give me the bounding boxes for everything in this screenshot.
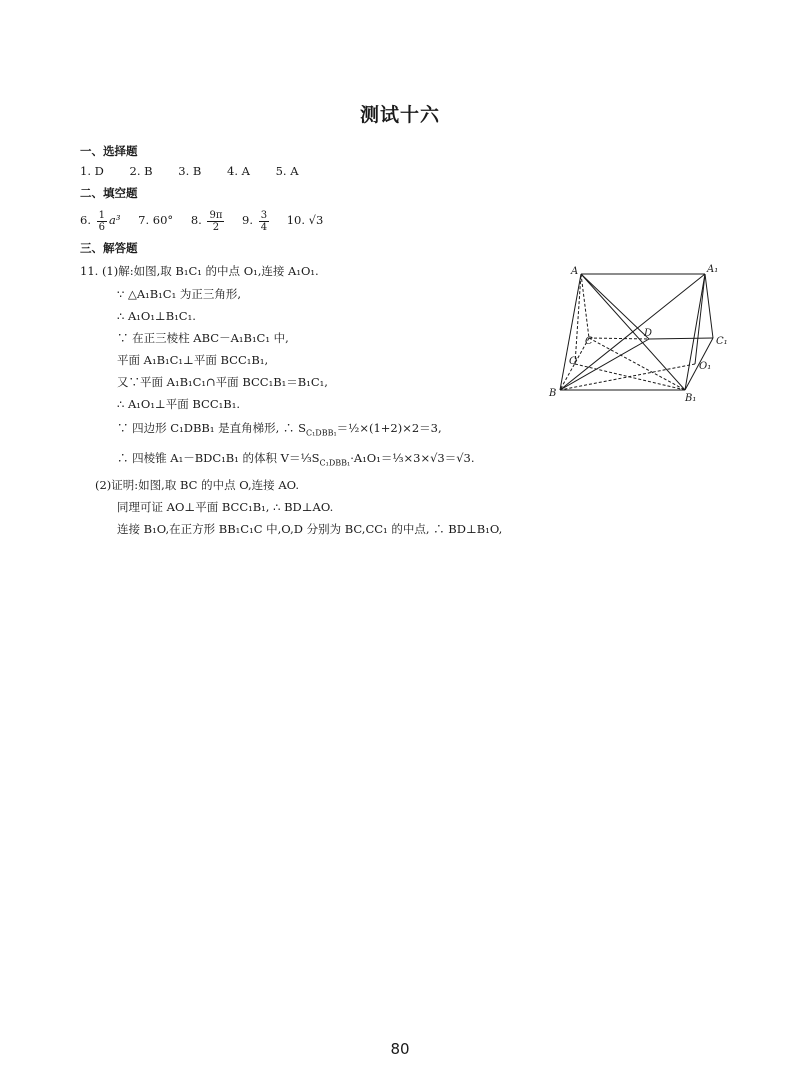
solution-line: ∵ 在正三棱柱 ABC－A₁B₁C₁ 中, xyxy=(117,331,289,345)
label-C: C xyxy=(585,336,593,347)
solution-line: 连接 B₁O,在正方形 BB₁C₁C 中,O,D 分别为 BC,CC₁ 的中点, ∴ BD⊥B₁O, xyxy=(117,522,503,536)
label-A1: A₁ xyxy=(707,264,719,275)
solution-line: 同理可证 AO⊥平面 BCC₁B₁, ∴ BD⊥AO. xyxy=(117,500,334,514)
solution-line: ∴ A₁O₁⊥平面 BCC₁B₁. xyxy=(117,397,240,411)
solution-line: 11. (1)解:如图,取 B₁C₁ 的中点 O₁,连接 A₁O₁. xyxy=(80,264,319,278)
solution-line: 又∵平面 A₁B₁C₁∩平面 BCC₁B₁＝B₁C₁, xyxy=(117,375,328,389)
label-O: O xyxy=(569,356,578,367)
choice-answer: 5. A xyxy=(275,164,299,178)
section-heading-choice: 一、选择题 xyxy=(80,144,138,158)
hidden-edge xyxy=(560,364,695,390)
solution-line: (2)证明:如图,取 BC 的中点 O,连接 AO. xyxy=(95,478,300,492)
choice-answer: 4. A xyxy=(227,164,250,178)
section-heading-fill: 二、填空题 xyxy=(80,186,138,200)
choice-answer: 1. D xyxy=(80,164,104,178)
edge xyxy=(649,338,713,339)
label-D: D xyxy=(644,328,653,339)
label-A: A xyxy=(571,266,579,277)
edge xyxy=(560,274,581,390)
page-title: 测试十六 xyxy=(359,104,440,126)
solution-line: ∴ 四棱锥 A₁－BDC₁B₁ 的体积 $V=\frac{1}{3}S_{C_1DBB_1}\cdot A_1O_1=\frac{1}{3}\times 3\times√3=√3$. xyxy=(117,451,475,468)
fraction: $\frac{1}{6}$ xyxy=(98,209,106,233)
solution-line: ∵ 四边形 C₁DBB₁ 是直角梯形, ∴ $S_{C_1DBB_1}=\frac{1}{2}\times(1+2)\times 2=3$, xyxy=(117,421,442,438)
prism-figure xyxy=(545,260,745,410)
fraction: $\frac{9\pi}{2}$ xyxy=(209,209,223,233)
edge xyxy=(695,274,705,364)
hidden-edge xyxy=(581,274,589,338)
label-B1: B₁ xyxy=(685,393,697,404)
solution-line: ∴ A₁O₁⊥B₁C₁. xyxy=(117,309,196,323)
section-heading-answer: 三、解答题 xyxy=(80,241,138,255)
solution-line: 平面 A₁B₁C₁⊥平面 BCC₁B₁, xyxy=(117,353,269,367)
fraction: $\frac{3}{4}$ xyxy=(260,209,268,233)
choice-answer: 3. B xyxy=(178,164,202,178)
hidden-edge xyxy=(575,274,581,364)
edge xyxy=(581,274,649,339)
label-O1: O₁ xyxy=(699,361,712,372)
label-C1: C₁ xyxy=(716,336,728,347)
hidden-edge xyxy=(589,338,649,339)
page-number: 80 xyxy=(390,1040,410,1058)
edge xyxy=(685,274,705,390)
edge xyxy=(560,274,705,390)
edge xyxy=(705,274,713,338)
choice-answers xyxy=(80,163,321,179)
label-B: B xyxy=(549,388,557,399)
solution-line: ∵ △A₁B₁C₁ 为正三角形, xyxy=(117,287,242,301)
fill-answers: 6. $\frac{1}{6}$ a³ 7. 60° 8. $\frac{9\pi}{2}$ 9. $\frac{3}{4}$ 10. √3 xyxy=(80,209,324,233)
choice-answer: 2. B xyxy=(129,164,153,178)
